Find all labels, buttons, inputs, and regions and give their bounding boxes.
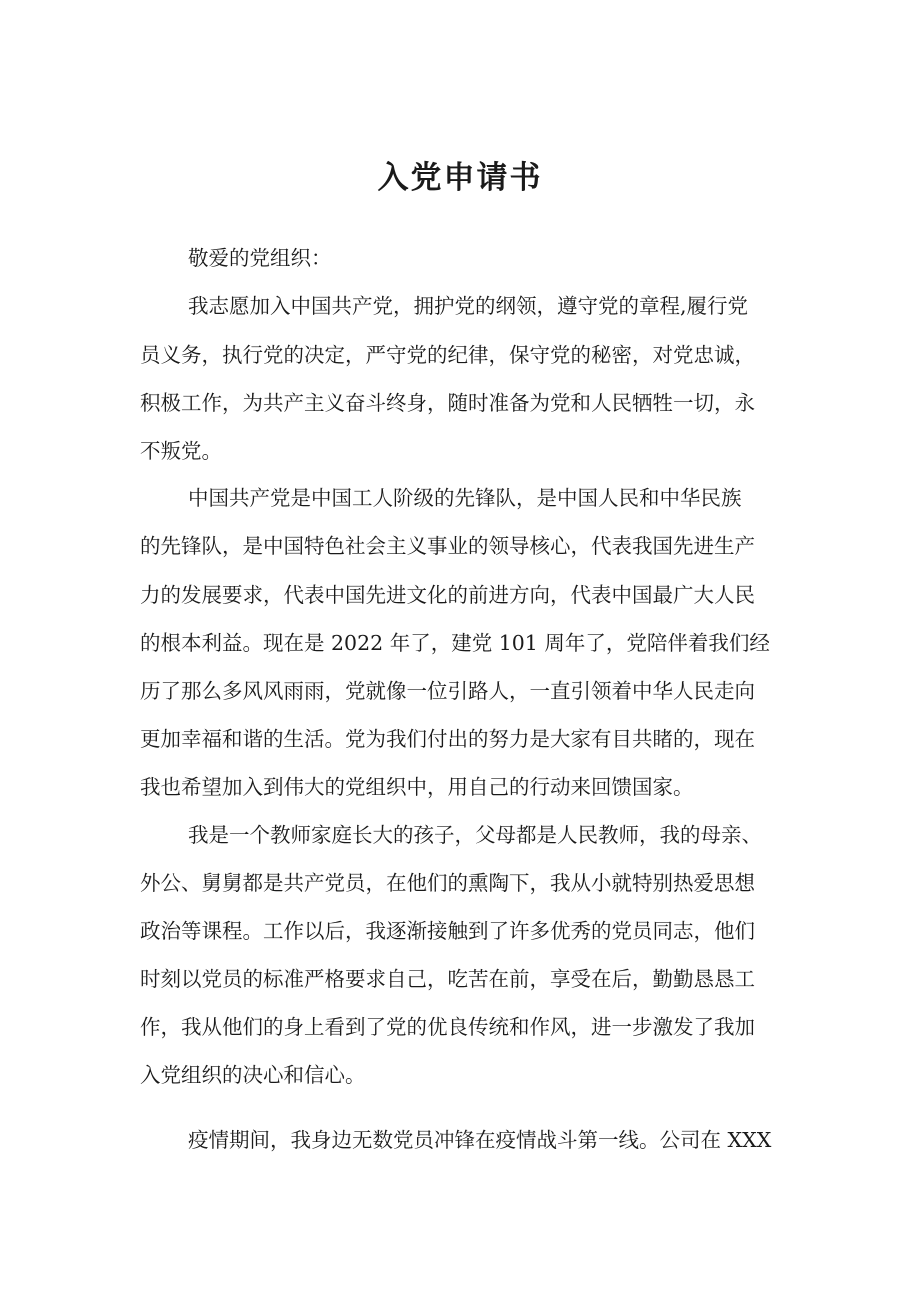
paragraph-line: 政治等课程。工作以后，我逐渐接触到了许多优秀的党员同志，他们 xyxy=(140,919,755,943)
paragraph-line: 员义务，执行党的决定，严守党的纪律，保守党的秘密，对党忠诚， xyxy=(140,343,755,367)
salutation: 敬爱的党组织： xyxy=(188,246,332,270)
paragraph-line: 时刻以党员的标准严格要求自己，吃苦在前，享受在后，勤勤恳恳工 xyxy=(140,967,755,991)
paragraph-line: 外公、舅舅都是共产党员，在他们的熏陶下，我从小就特别热爱思想 xyxy=(140,871,755,895)
paragraph-line: 作，我从他们的身上看到了党的优良传统和作风，进一步激发了我加 xyxy=(140,1015,755,1039)
document-title: 入党申请书 xyxy=(377,160,543,196)
paragraph-line: 我志愿加入中国共产党，拥护党的纲领，遵守党的章程,履行党 xyxy=(188,294,749,318)
paragraph-line: 的先锋队，是中国特色社会主义事业的领导核心，代表我国先进生产 xyxy=(140,534,755,558)
paragraph-line: 疫情期间，我身边无数党员冲锋在疫情战斗第一线。公司在 XXX xyxy=(188,1128,772,1152)
paragraph-line: 积极工作，为共产主义奋斗终身，随时准备为党和人民牺牲一切，永 xyxy=(140,391,755,415)
paragraph-line: 更加幸福和谐的生活。党为我们付出的努力是大家有目共睹的，现在 xyxy=(140,727,755,751)
paragraph-line: 力的发展要求，代表中国先进文化的前进方向，代表中国最广大人民 xyxy=(140,583,755,607)
paragraph-line: 入党组织的决心和信心。 xyxy=(140,1063,366,1087)
paragraph-line: 不叛党。 xyxy=(140,439,222,463)
paragraph-line: 历了那么多风风雨雨，党就像一位引路人，一直引领着中华人民走向 xyxy=(140,679,755,703)
paragraph-line: 我是一个教师家庭长大的孩子，父母都是人民教师，我的母亲、 xyxy=(188,823,762,847)
paragraph-line: 我也希望加入到伟大的党组织中，用自己的行动来回馈国家。 xyxy=(140,775,694,799)
paragraph-line: 中国共产党是中国工人阶级的先锋队，是中国人民和中华民族 xyxy=(188,486,742,510)
paragraph-line: 的根本利益。现在是 2022 年了，建党 101 周年了，党陪伴着我们经 xyxy=(140,631,770,655)
